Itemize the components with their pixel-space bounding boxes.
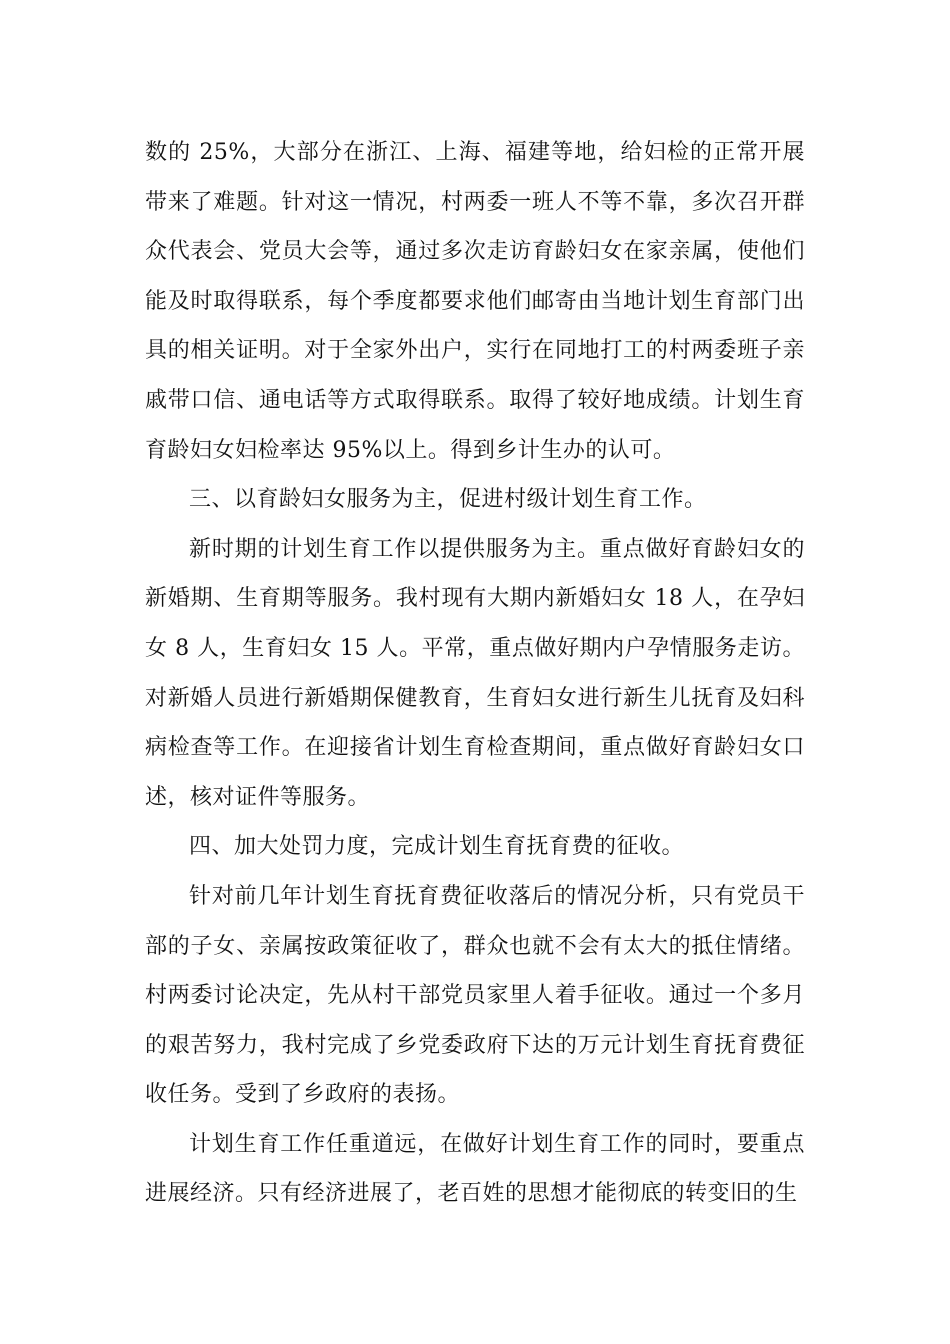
paragraph-conclusion: 计划生育工作任重道远，在做好计划生育工作的同时，要重点进展经济。只有经济进展了，老百姓的思想才能彻底的转变旧的生 (145, 1131, 805, 1207)
document-page (145, 128, 805, 1219)
paragraph-fee-collection: 针对前几年计划生育抚育费征收落后的情况分析，只有党员干部的子女、亲属按政策征收了，群众也就不会有太大的抵住情绪。村两委讨论决定，先从村干部党员家里人着手征收。通过一个多月的艰苦努力，我村完成了乡党委政府下达的万元计划生育抚育费征收任务。受到了乡政府的表扬。 (145, 883, 805, 1108)
paragraph-services: 新时期的计划生育工作以提供服务为主。重点做好育龄妇女的新婚期、生育期等服务。我村现有大期内新婚妇女 18 人，在孕妇女 8 人，生育妇女 15 人。平常，重点做好期内户孕情服务走访。对新婚人员进行新婚期保健教育，生育妇女进行新生儿抚育及妇科病检查等工作。在迎接省计划生育检查期间，重点做好育龄妇女口述，核对证件等服务。 (145, 536, 805, 810)
section-heading-3: 三、以育龄妇女服务为主，促进村级计划生育工作。 (189, 487, 707, 513)
paragraph-gynecological-exam: 数的 25%，大部分在浙江、上海、福建等地，给妇检的正常开展带来了难题。针对这一情况，村两委一班人不等不靠，多次召开群众代表会、党员大会等，通过多次走访育龄妇女在家亲属，使他们能及时取得联系，每个季度都要求他们邮寄由当地计划生育部门出具的相关证明。对于全家外出户，实行在同地打工的村两委班子亲戚带口信、通电话等方式取得联系。取得了较好地成绩。计划生育育龄妇女妇检率达 95%以上。得到乡计生办的认可。 (145, 140, 805, 463)
section-heading-4: 四、加大处罚力度，完成计划生育抚育费的征收。 (189, 834, 685, 860)
